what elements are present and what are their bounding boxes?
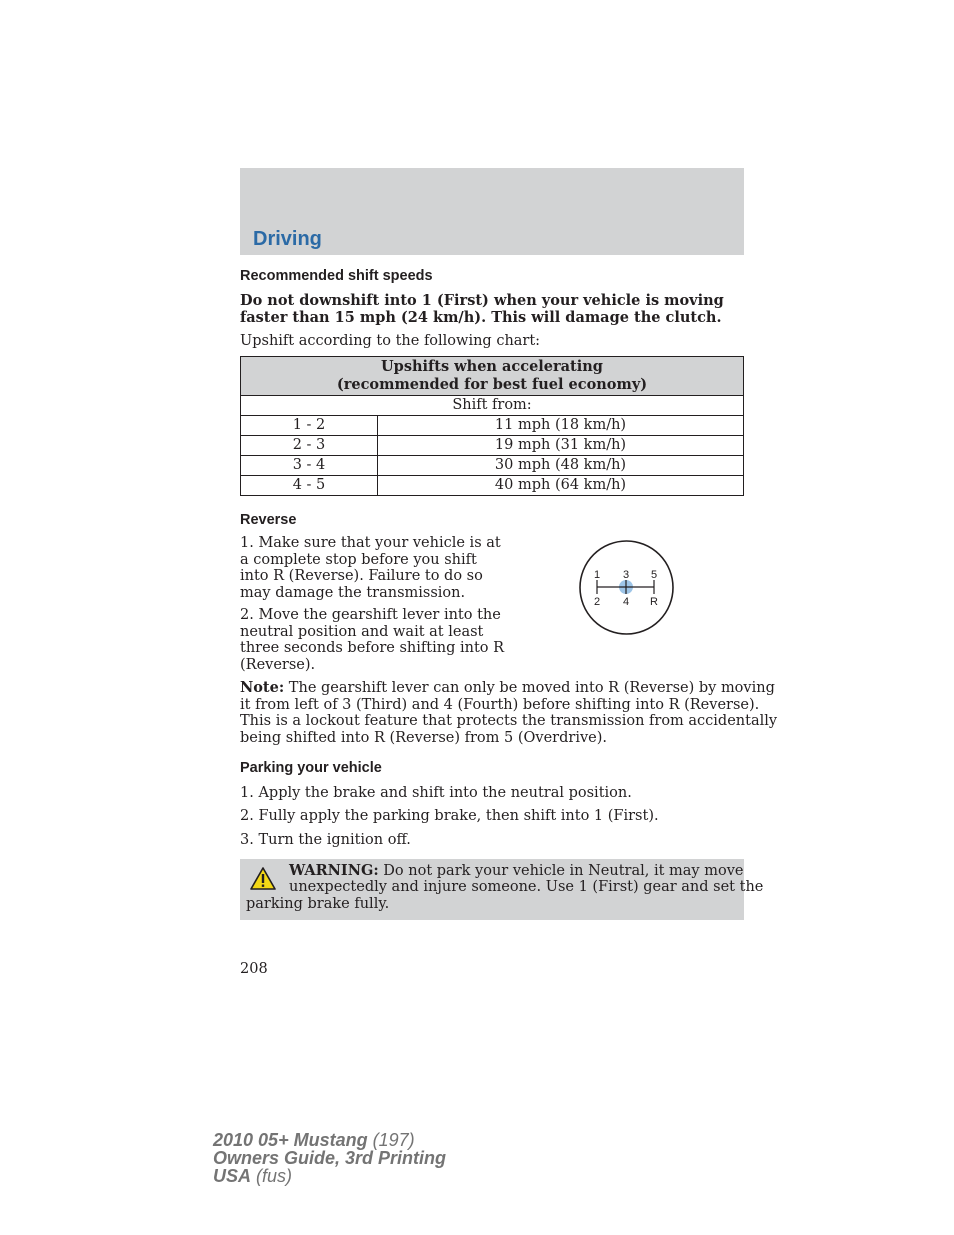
text-line: a complete stop before you shift: [240, 551, 477, 568]
gear-label-5: 5: [650, 569, 658, 581]
warning-triangle-icon: [249, 866, 277, 891]
warning-line: unexpectedly and injure someone. Use 1 (First) gear and set the: [289, 879, 764, 895]
table-row: [241, 416, 744, 436]
text-line: three seconds before shifting into R: [240, 640, 505, 656]
table-subheader-cell: Shift from:: [241, 396, 744, 416]
table-row: [241, 456, 744, 476]
parking-heading: Parking your vehicle: [240, 760, 382, 776]
text-line: 1. Make sure that your vehicle is at: [240, 535, 501, 551]
gear-label-3: 3: [622, 569, 630, 581]
downshift-warning: [240, 293, 724, 326]
table-header-line: Upshifts when accelerating: [381, 358, 603, 375]
warning-text-first: [289, 863, 744, 880]
text-line: may damage the transmission.: [240, 584, 466, 601]
recommended-shift-heading: Recommended shift speeds: [240, 268, 433, 284]
text-line: it from left of 3 (Third) and 4 (Fourth) before shifting into R (Reverse).: [240, 696, 760, 713]
shift-pattern-diagram: [578, 539, 675, 636]
table-header-row: [241, 357, 744, 396]
speed-cell: 11 mph (18 km/h): [378, 416, 744, 436]
note-label: Note:: [240, 679, 285, 696]
table-row: [241, 476, 744, 496]
speed-cell: 19 mph (31 km/h): [378, 436, 744, 456]
footer-market: USA: [213, 1166, 252, 1186]
table-subheader-row: [241, 396, 744, 416]
warning-line: Do not park your vehicle in Neutral, it may move: [378, 863, 744, 879]
footer-line-1: [213, 1131, 446, 1149]
reverse-heading: Reverse: [240, 512, 297, 528]
upshift-table: [240, 356, 744, 496]
speed-cell: 40 mph (64 km/h): [378, 476, 744, 496]
text-line: (Reverse).: [240, 656, 316, 673]
parking-step: 3. Turn the ignition off.: [240, 832, 411, 848]
gear-cell: 1 - 2: [241, 416, 378, 436]
document-footer: [213, 1131, 446, 1185]
parking-step: 2. Fully apply the parking brake, then shift into 1 (First).: [240, 808, 659, 824]
gear-cell: 3 - 4: [241, 456, 378, 476]
warning-label: WARNING:: [289, 862, 379, 879]
table-header-cell: [241, 357, 744, 396]
text-line: into R (Reverse). Failure to do so: [240, 568, 483, 584]
text-line: This is a lockout feature that protects the transmission from accidentally: [240, 713, 778, 729]
note-text: The gearshift lever can only be moved into R (Reverse) by moving: [284, 680, 775, 696]
gear-label-4: 4: [622, 596, 630, 608]
gear-cell: 2 - 3: [241, 436, 378, 456]
footer-model: 2010 05+ Mustang: [213, 1130, 368, 1150]
page-number: 208: [240, 961, 268, 977]
downshift-warning-line: faster than 15 mph (24 km/h). This will damage the clutch.: [240, 308, 722, 326]
gear-label-1: 1: [593, 569, 601, 581]
reverse-step-2: [240, 607, 504, 673]
table-header-line: (recommended for best fuel economy): [336, 376, 648, 393]
upshift-intro: Upshift according to the following chart:: [240, 333, 541, 349]
warning-line: parking brake fully.: [246, 896, 390, 912]
gear-label-r: R: [650, 596, 658, 608]
gear-label-2: 2: [593, 596, 601, 608]
footer-line-2: Owners Guide, 3rd Printing: [213, 1148, 447, 1168]
footer-market-code: (fus): [251, 1166, 293, 1186]
speed-cell: 30 mph (48 km/h): [378, 456, 744, 476]
reverse-step-1: [240, 535, 501, 601]
text-line: 2. Move the gearshift lever into the: [240, 607, 501, 623]
text-line: neutral position and wait at least: [240, 623, 484, 640]
note-first-line: [240, 680, 777, 697]
downshift-warning-line: Do not downshift into 1 (First) when your vehicle is moving: [240, 292, 724, 309]
gear-cell: 4 - 5: [241, 476, 378, 496]
text-line: being shifted into R (Reverse) from 5 (Overdrive).: [240, 729, 607, 746]
footer-line-3: [213, 1167, 446, 1185]
table-row: [241, 436, 744, 456]
section-title: Driving: [253, 228, 322, 250]
footer-code: (197): [367, 1130, 415, 1150]
reverse-note: [240, 680, 777, 746]
parking-step: 1. Apply the brake and shift into the neutral position.: [240, 785, 632, 801]
